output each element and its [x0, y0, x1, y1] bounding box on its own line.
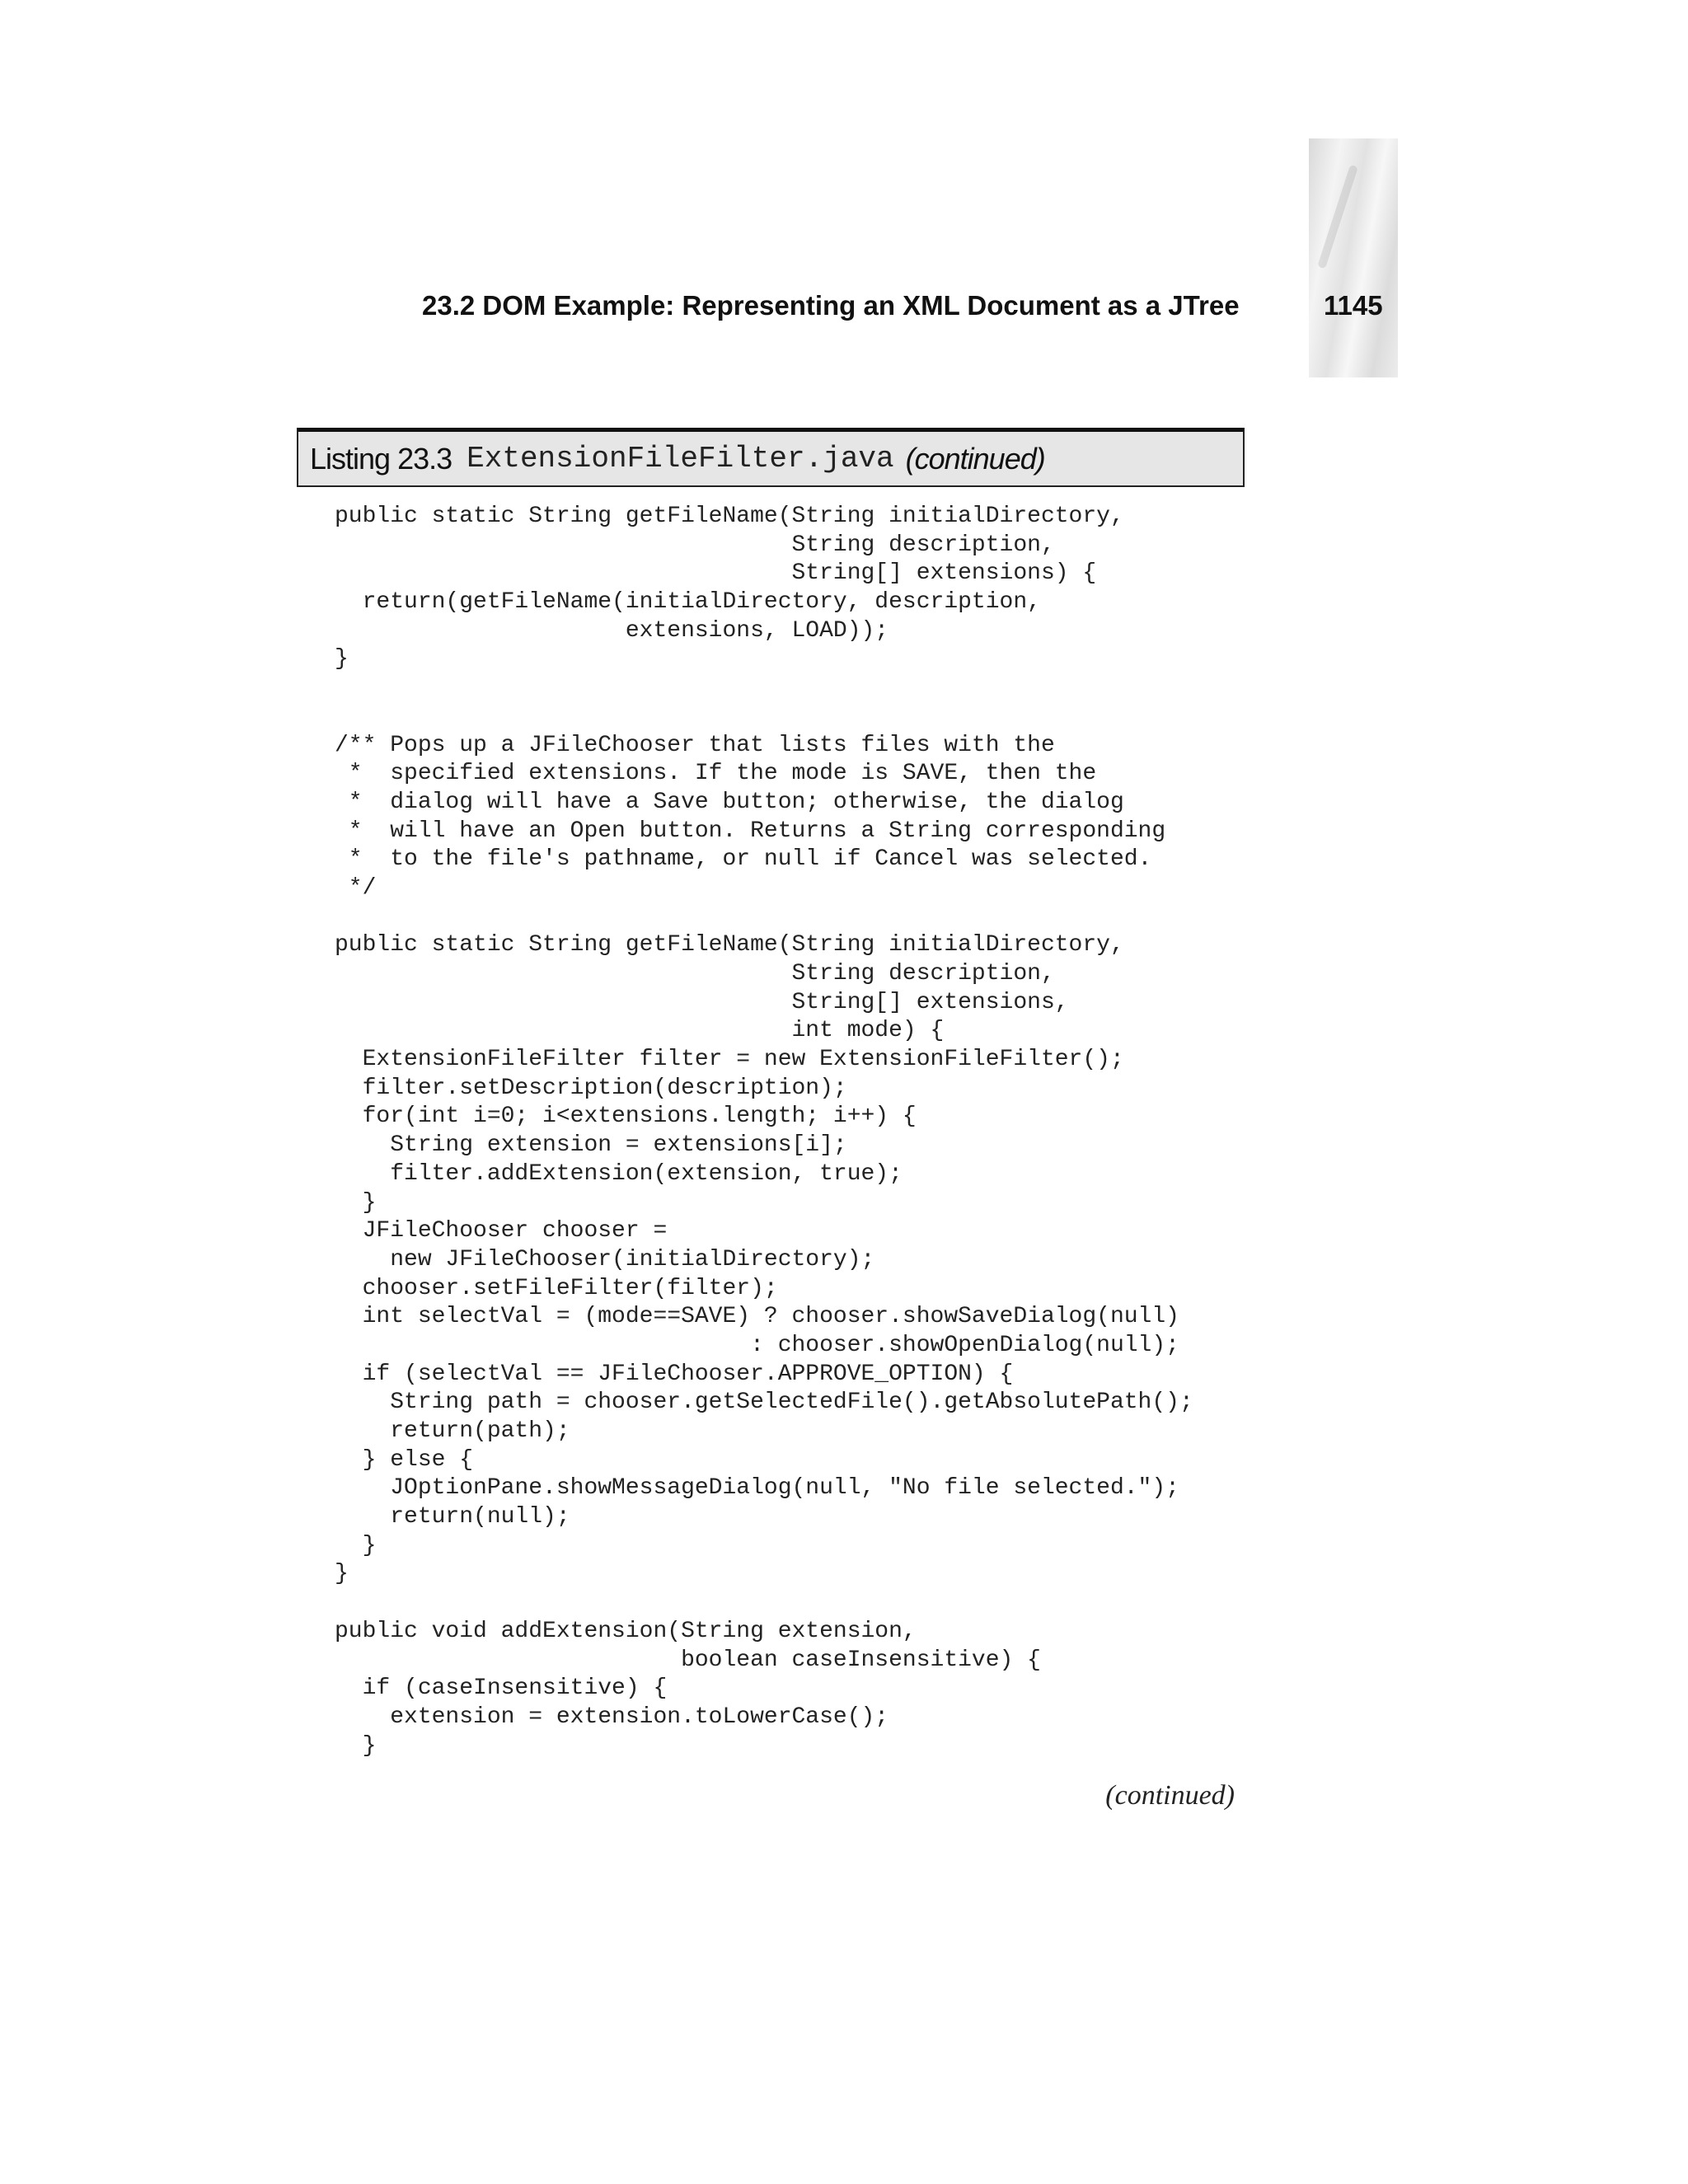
code-line: if (selectVal == JFileChooser.APPROVE_OPTION) { — [335, 1361, 1014, 1387]
code-line — [335, 1589, 1193, 1618]
code-line — [335, 703, 1193, 732]
code-line: return(null); — [335, 1504, 570, 1530]
listing-caption-bar — [297, 428, 1245, 487]
code-line: extension = extension.toLowerCase(); — [335, 1704, 889, 1730]
code-line: for(int i=0; i<extensions.length; i++) { — [335, 1104, 917, 1130]
running-head-title: 23.2 DOM Example: Representing an XML Document as a JTree — [422, 290, 1240, 321]
code-line: } — [335, 1189, 377, 1216]
code-line: * dialog will have a Save button; otherwise, the dialog — [335, 789, 1124, 815]
code-line: * specified extensions. If the mode is SAVE, then the — [335, 761, 1097, 787]
code-line: String description, — [335, 961, 1055, 987]
code-line: * to the file's pathname, or null if Cancel was selected. — [335, 846, 1152, 873]
code-listing — [335, 503, 1193, 1760]
continued-footnote: (continued) — [1105, 1780, 1235, 1811]
code-line: int mode) { — [335, 1018, 945, 1044]
code-line: String[] extensions) { — [335, 560, 1097, 587]
code-line — [335, 674, 1193, 703]
code-line: */ — [335, 874, 377, 901]
page-edge-thumb-tab — [1309, 138, 1398, 377]
code-line: } — [335, 1561, 349, 1587]
code-line: filter.setDescription(description); — [335, 1075, 847, 1101]
code-line: filter.addExtension(extension, true); — [335, 1160, 903, 1187]
listing-continued-label: (continued) — [905, 441, 1045, 476]
code-line: : chooser.showOpenDialog(null); — [335, 1332, 1179, 1358]
listing-filename: ExtensionFileFilter.java — [467, 442, 894, 476]
code-line: String description, — [335, 532, 1055, 558]
code-line: ExtensionFileFilter filter = new ExtensionFileFilter(); — [335, 1047, 1124, 1073]
code-line: return(path); — [335, 1418, 570, 1444]
code-line: if (caseInsensitive) { — [335, 1675, 668, 1702]
page-number: 1145 — [1324, 290, 1383, 321]
code-line: } — [335, 1532, 377, 1558]
code-line: /** Pops up a JFileChooser that lists files with the — [335, 732, 1055, 758]
code-line: chooser.setFileFilter(filter); — [335, 1275, 778, 1301]
code-line: } — [335, 1732, 377, 1759]
code-line — [335, 903, 1193, 932]
code-line: } — [335, 646, 349, 673]
code-line: JOptionPane.showMessageDialog(null, "No file selected."); — [335, 1475, 1179, 1502]
code-line: int selectVal = (mode==SAVE) ? chooser.showSaveDialog(null) — [335, 1304, 1179, 1330]
listing-number: Listing 23.3 — [310, 441, 452, 476]
code-line: String path = chooser.getSelectedFile().getAbsolutePath(); — [335, 1390, 1193, 1416]
code-line: return(getFileName(initialDirectory, description, — [335, 589, 1041, 616]
code-line: extensions, LOAD)); — [335, 617, 889, 644]
code-line: String[] extensions, — [335, 989, 1069, 1015]
code-line: public void addExtension(String extension, — [335, 1618, 917, 1644]
code-line: public static String getFileName(String initialDirectory, — [335, 504, 1124, 529]
code-line: new JFileChooser(initialDirectory); — [335, 1246, 875, 1272]
code-line: JFileChooser chooser = — [335, 1218, 668, 1244]
code-line: String extension = extensions[i]; — [335, 1132, 847, 1159]
code-line: public static String getFileName(String initialDirectory, — [335, 932, 1124, 958]
code-line: } else { — [335, 1446, 474, 1473]
code-line: boolean caseInsensitive) { — [335, 1647, 1041, 1673]
code-line: * will have an Open button. Returns a String corresponding — [335, 818, 1166, 844]
